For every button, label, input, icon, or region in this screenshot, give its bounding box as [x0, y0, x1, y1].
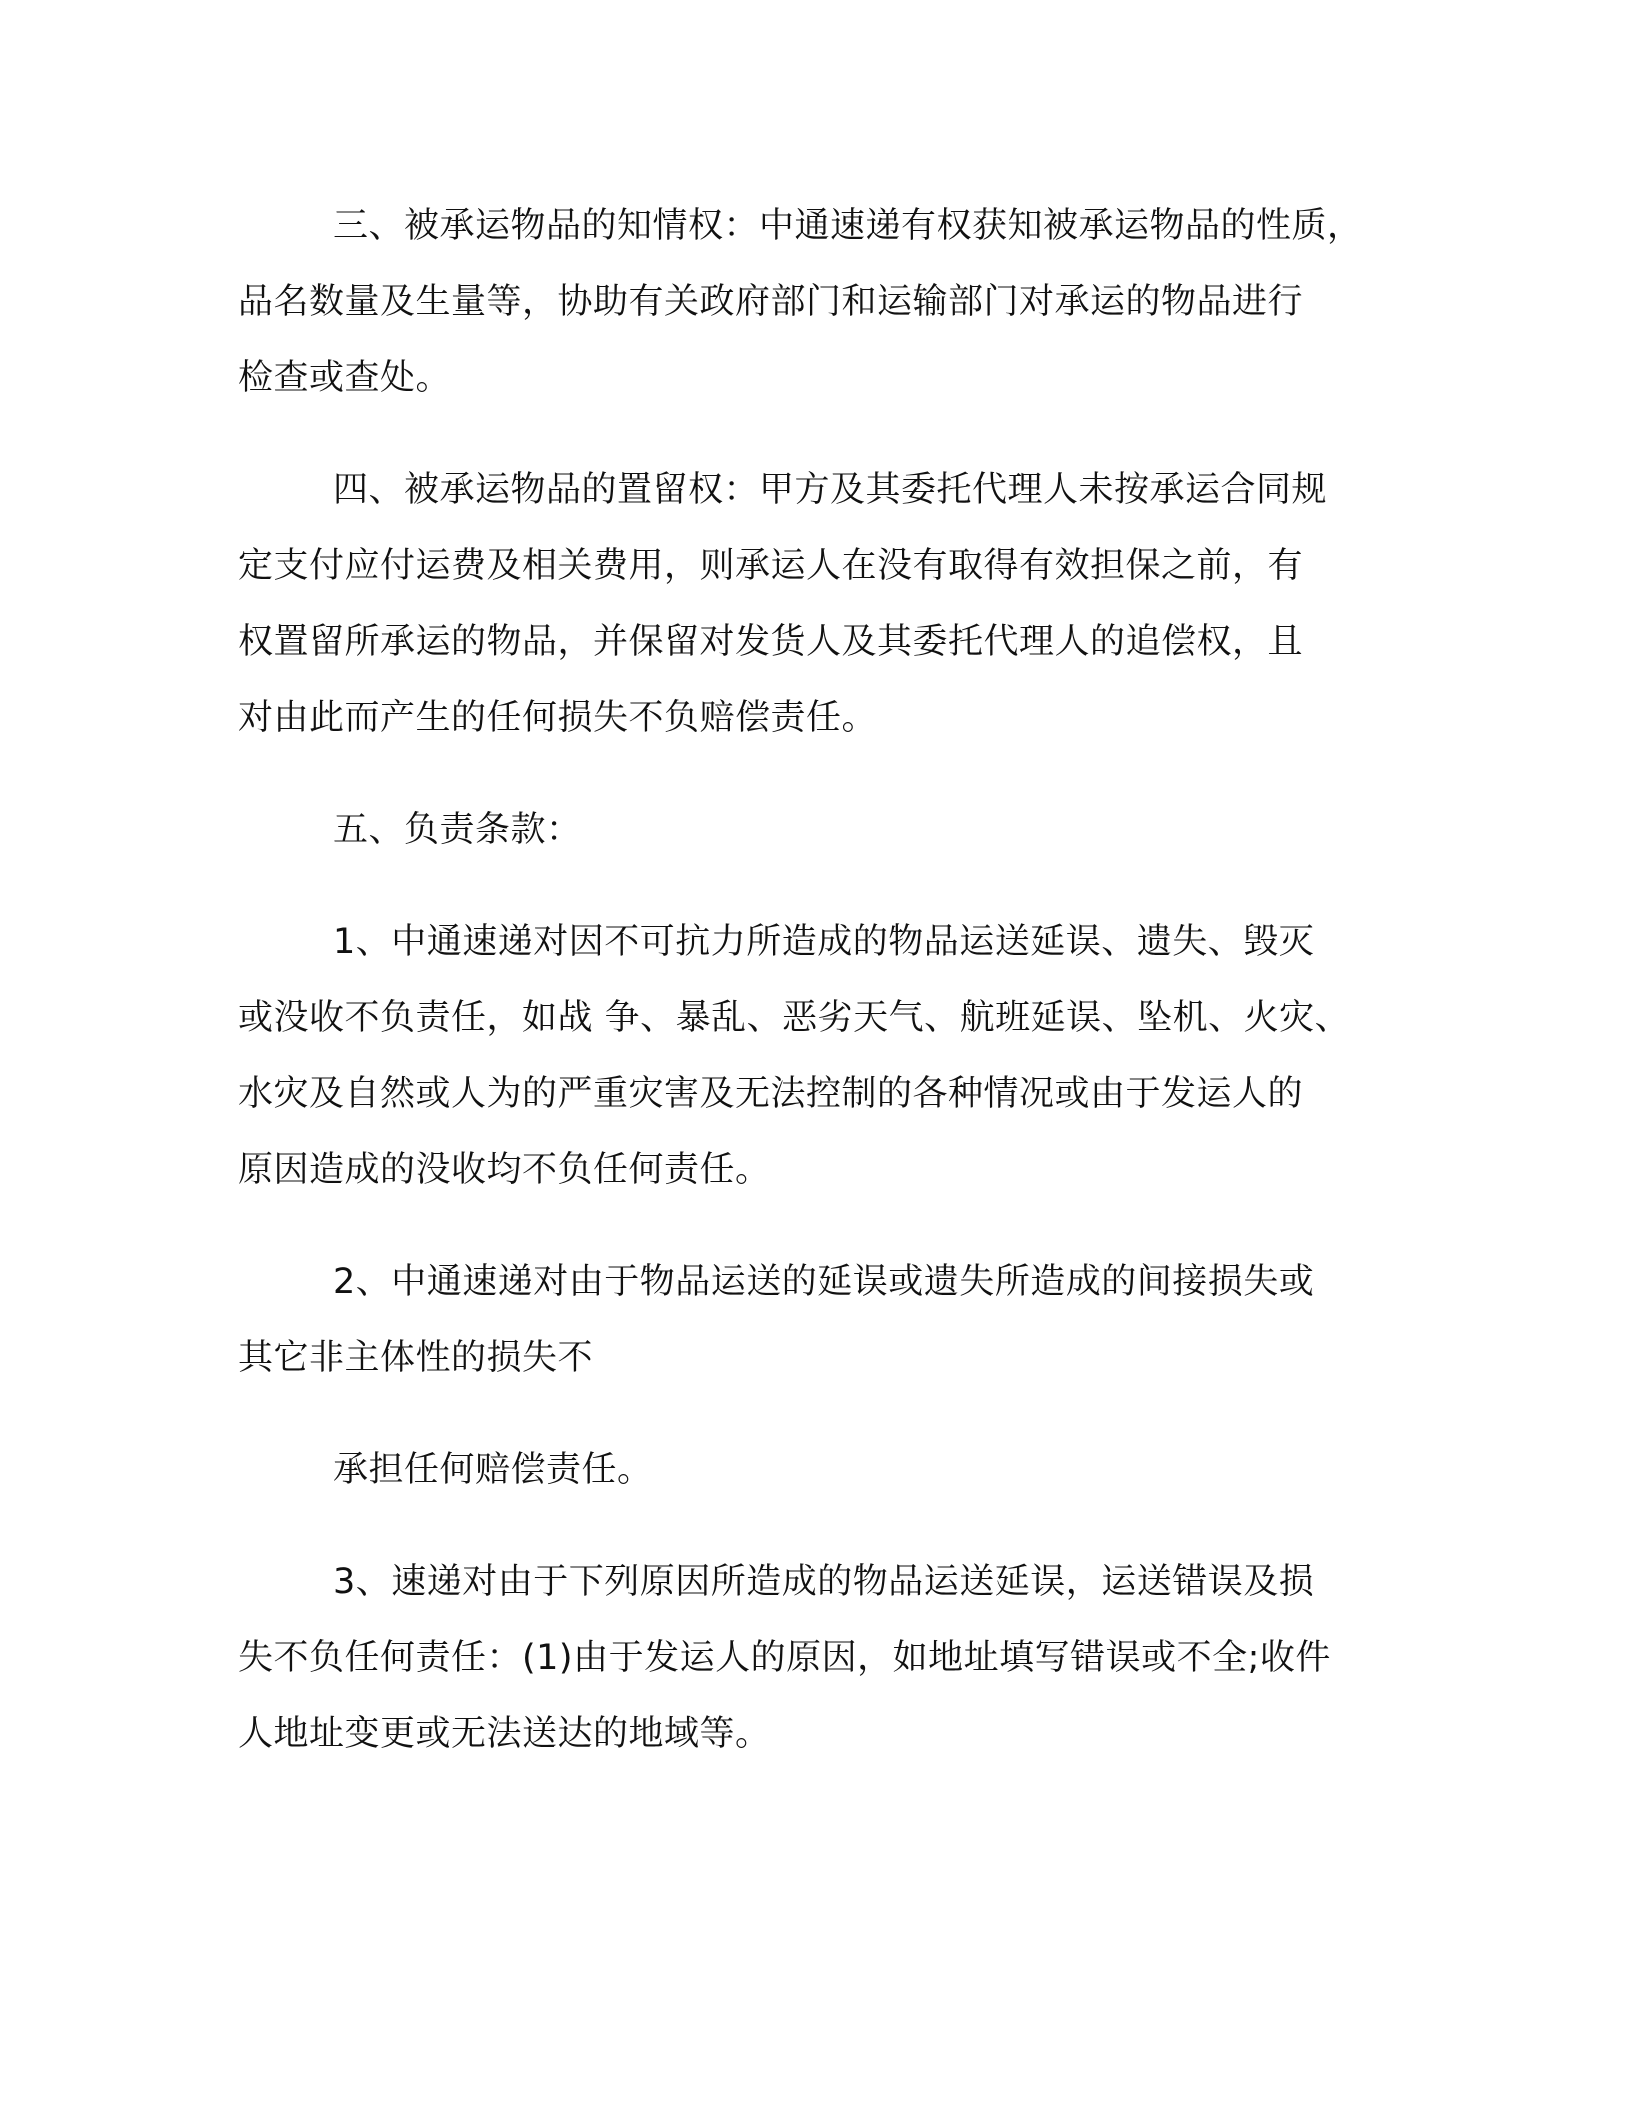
text-line: 水灾及自然或人为的严重灾害及无法控制的各种情况或由于发运人的	[238, 1074, 1304, 1114]
text-line: 品名数量及生量等，协助有关政府部门和运输部门对承运的物品进行	[238, 282, 1304, 322]
text-line: 权置留所承运的物品，并保留对发货人及其委托代理人的追偿权，且	[238, 622, 1304, 662]
text-line: 检查或查处。	[238, 358, 452, 398]
paragraph-right-to-know	[238, 188, 1398, 416]
text-line: 人地址变更或无法送达的地域等。	[238, 1714, 771, 1754]
document-body	[238, 188, 1398, 1772]
clause-2	[238, 1244, 1398, 1396]
text-line: 2、中通速递对由于物品运送的延误或遗失所造成的间接损失或	[333, 1262, 1315, 1302]
text-line: 四、被承运物品的置留权：甲方及其委托代理人未按承运合同规	[333, 470, 1328, 510]
text-line: 三、被承运物品的知情权：中通速递有权获知被承运物品的性质，	[333, 206, 1363, 246]
clause-1	[238, 904, 1398, 1208]
text-line: 五、负责条款：	[333, 810, 582, 850]
clause-3	[238, 1544, 1398, 1772]
text-line: 失不负任何责任：(1)由于发运人的原因，如地址填写错误或不全;收件	[238, 1638, 1331, 1678]
section-heading-liability	[238, 792, 1398, 868]
text-line: 3、速递对由于下列原因所造成的物品运送延误，运送错误及损	[333, 1562, 1315, 1602]
text-line: 或没收不负责任，如战 争、暴乱、恶劣天气、航班延误、坠机、火灾、	[238, 998, 1351, 1038]
text-line: 定支付应付运费及相关费用，则承运人在没有取得有效担保之前，有	[238, 546, 1304, 586]
text-line: 原因造成的没收均不负任何责任。	[238, 1150, 771, 1190]
text-line: 对由此而产生的任何损失不负赔偿责任。	[238, 698, 878, 738]
text-line: 承担任何赔偿责任。	[333, 1450, 653, 1490]
text-line: 1、中通速递对因不可抗力所造成的物品运送延误、遗失、毁灭	[333, 922, 1315, 962]
paragraph-right-of-lien	[238, 452, 1398, 756]
text-line: 其它非主体性的损失不	[238, 1338, 594, 1378]
clause-2-continuation	[238, 1432, 1398, 1508]
